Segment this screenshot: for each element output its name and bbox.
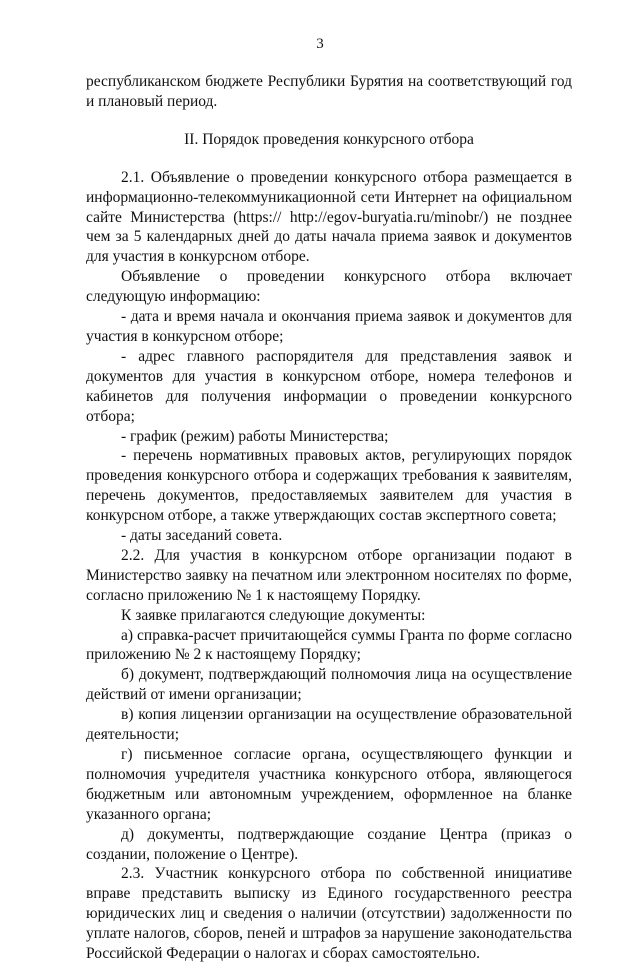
paragraph-2-1: 2.1. Объявление о проведении конкурсного отбора размещается в информационно-телекоммуникационной сети Интернет на официальном сайте Министерства (https:// http://egov-buryatia.ru/minobr/) не позднее чем за 5 календарных дней до даты начала приема заявок и документов для участия в конкурсном отборе.: [86, 168, 572, 266]
paragraph-2-3: 2.3. Участник конкурсного отбора по собственной инициативе вправе представить выписку из Единого государственного реестра юридических лиц и сведения о наличии (отсутствии) задолженности по уплате налогов, сборов, пеней и штрафов за нарушение законодательства Российской Федерации о налогах и сборах самостоятельно.: [86, 865, 572, 963]
document-body: [86, 72, 572, 964]
paragraph-announcement-info: Объявление о проведении конкурсного отбора включает следующую информацию:: [86, 268, 572, 306]
list-item-dates: - дата и время начала и окончания приема заявок и документов для участия в конкурсном отборе;: [86, 308, 572, 345]
paragraph-attached-docs: К заявке прилагаются следующие документы:: [121, 606, 426, 624]
list-item-address: - адрес главного распорядителя для представления заявок и документов для участия в конкурсном отборе, номера телефонов и кабинетов для получения информации о проведении конкурсного отбора;: [86, 347, 572, 425]
list-item-b: б) документ, подтверждающий полномочия лица на осуществление действий от имени организации;: [86, 666, 572, 704]
list-item-d: д) документы, подтверждающие создание Центра (приказ о создании, положение о Центре).: [86, 825, 572, 863]
list-item-meeting-dates: - даты заседаний совета.: [121, 527, 283, 545]
list-item-a: а) справка-расчет причитающейся суммы Гранта по форме согласно приложению № 2 к настоящему Порядку;: [86, 626, 572, 664]
paragraph-2-2: 2.2. Для участия в конкурсном отборе организации подают в Министерство заявку на печатном или электронном носителях по форме, согласно приложению № 1 к настоящему Порядку.: [86, 546, 572, 604]
section-title: II. Порядок проведения конкурсного отбора: [184, 130, 474, 148]
list-item-regulations: - перечень нормативных правовых актов, регулирующих порядок проведения конкурсного отбора и содержащих требования к заявителям, перечень документов, предоставляемых заявителем для участия в конкурсном отборе, а также утверждающих состав экспертного совета;: [86, 447, 572, 525]
list-item-g: г) письменное согласие органа, осуществляющего функции и полномочия учредителя участника конкурсного отбора, являющегося бюджетным или автономным учреждением, оформленное на бланке указанного органа;: [86, 746, 572, 823]
list-item-schedule: - график (режим) работы Министерства;: [121, 427, 389, 445]
intro-paragraph: республиканском бюджете Республики Бурятия на соответствующий год и плановый период.: [86, 73, 572, 110]
page-number: 3: [316, 36, 324, 52]
list-item-v: в) копия лицензии организации на осуществление образовательной деятельности;: [86, 706, 572, 744]
